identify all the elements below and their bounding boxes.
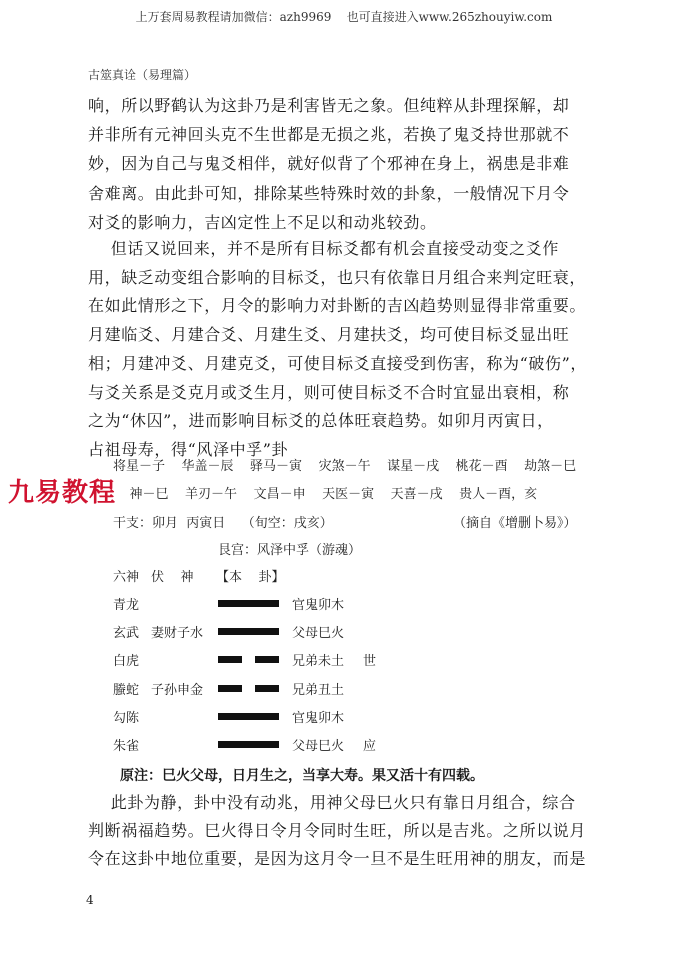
running-head: 古筮真诠（易理篇）: [88, 68, 197, 82]
text-line: 在如此情形之下，月令的影响力对卦断的吉凶趋势则显得非常重要。: [88, 296, 587, 316]
yao-label: 兄弟未土: [292, 654, 345, 670]
gua-title: 艮宫：风泽中孚（游魂）: [218, 543, 362, 558]
text-line: 舍难离。由此卦可知，排除某些特殊时效的卦象，一般情况下月令: [88, 183, 570, 203]
shi-marker: 世: [363, 654, 377, 670]
text-line: 相；月建冲爻、月建克爻，可使目标爻直接受到伤害，称为“破伤”，: [88, 353, 587, 373]
page-number: 4: [86, 893, 94, 907]
text-line: 占祖母寿，得“风泽中孚”卦: [88, 439, 289, 459]
yang-line: [218, 741, 279, 748]
original-note: 原注：巳火父母，日月生之，当享大寿。果又活十有四载。: [120, 768, 484, 784]
yin-segment: [218, 685, 242, 692]
text-line: 并非所有元神回头克不生世都是无损之兆，若换了鬼爻持世那就不: [88, 125, 570, 145]
ying-marker: 应: [363, 739, 377, 754]
liushen-label: 青龙: [113, 598, 140, 613]
text-line: 此卦为静，卦中没有动兆，用神父母巳火只有靠日月组合，综合: [88, 793, 576, 812]
text-line: 响，所以野鹤认为这卦乃是利害皆无之象。但纯粹从卦理探解，却: [88, 96, 570, 115]
fushen-label: 子孙申金: [151, 682, 204, 698]
text-line: 妙，因为自己与鬼爻相伴，就好似背了个邪神在身上，祸患是非难: [88, 154, 570, 174]
text-line: 令在这卦中地位重要，是因为这月令一旦不是生旺用神的朋友，而是: [88, 849, 587, 868]
source-citation: （摘自《增删卜易》）: [453, 516, 577, 531]
header-liushen: 六神: [113, 570, 140, 585]
yang-line: [218, 628, 279, 635]
liushen-label: 朱雀: [113, 739, 140, 754]
yao-label: 官鬼卯木: [292, 598, 345, 613]
yao-label: 父母巳火: [292, 626, 345, 642]
header-bengua: 【本 卦】: [216, 570, 285, 585]
yin-segment: [218, 656, 242, 663]
shensha-row-2: 神－巳 羊刃－午 文昌－申 天医－寅 天喜－戌 贵人－酉，亥: [113, 487, 538, 502]
header-fushen: 伏 神: [151, 570, 194, 585]
liushen-label: 玄武: [113, 626, 140, 642]
liushen-label: 勾陈: [113, 710, 140, 726]
yang-line: [218, 600, 279, 607]
yin-segment: [255, 656, 279, 663]
yang-line: [218, 713, 279, 720]
yao-label: 官鬼卯木: [292, 710, 345, 726]
text-line: 与爻关系是爻克月或爻生月，则可使目标爻不合时宜显出衰相，称: [88, 382, 570, 402]
yao-label: 兄弟丑土: [292, 682, 345, 698]
yin-line: [218, 685, 279, 692]
liushen-label: 螣蛇: [113, 682, 140, 698]
liushen-label: 白虎: [113, 654, 140, 670]
ganzhi-line: 干支：卯月 丙寅日 （旬空：戌亥）: [113, 516, 333, 531]
yin-segment: [255, 685, 279, 692]
text-line: 但话又说回来，并不是所有目标爻都有机会直接受动变之爻作: [88, 239, 559, 258]
text-line: 用，缺乏动变组合影响的目标爻，也只有依靠日月组合来判定旺衰，: [88, 267, 587, 287]
site-banner: 上万套周易教程请加微信：azh9969 也可直接进入www.265zhouyiw.com: [135, 10, 553, 24]
shensha-row-1: 将星－子 华盖－辰 驿马－寅 灾煞－午 谋星－戌 桃花－酉 劫煞－巳: [113, 459, 577, 474]
text-line: 月建临爻、月建合爻、月建生爻、月建扶爻，均可使目标爻显出旺: [88, 325, 570, 345]
text-line: 判断祸福趋势。巳火得日令月令同时生旺，所以是吉兆。之所以说月: [88, 821, 587, 840]
watermark-logo: 九易教程: [8, 478, 117, 508]
yao-label: 父母巳火: [292, 739, 345, 754]
yin-line: [218, 656, 279, 663]
text-line: 之为“休囚”，进而影响目标爻的总体旺衰趋势。如卯月丙寅日，: [88, 411, 554, 431]
fushen-label: 妻财子水: [151, 626, 204, 642]
text-line: 对爻的影响力，吉凶定性上不足以和动兆较劲。: [88, 212, 437, 232]
